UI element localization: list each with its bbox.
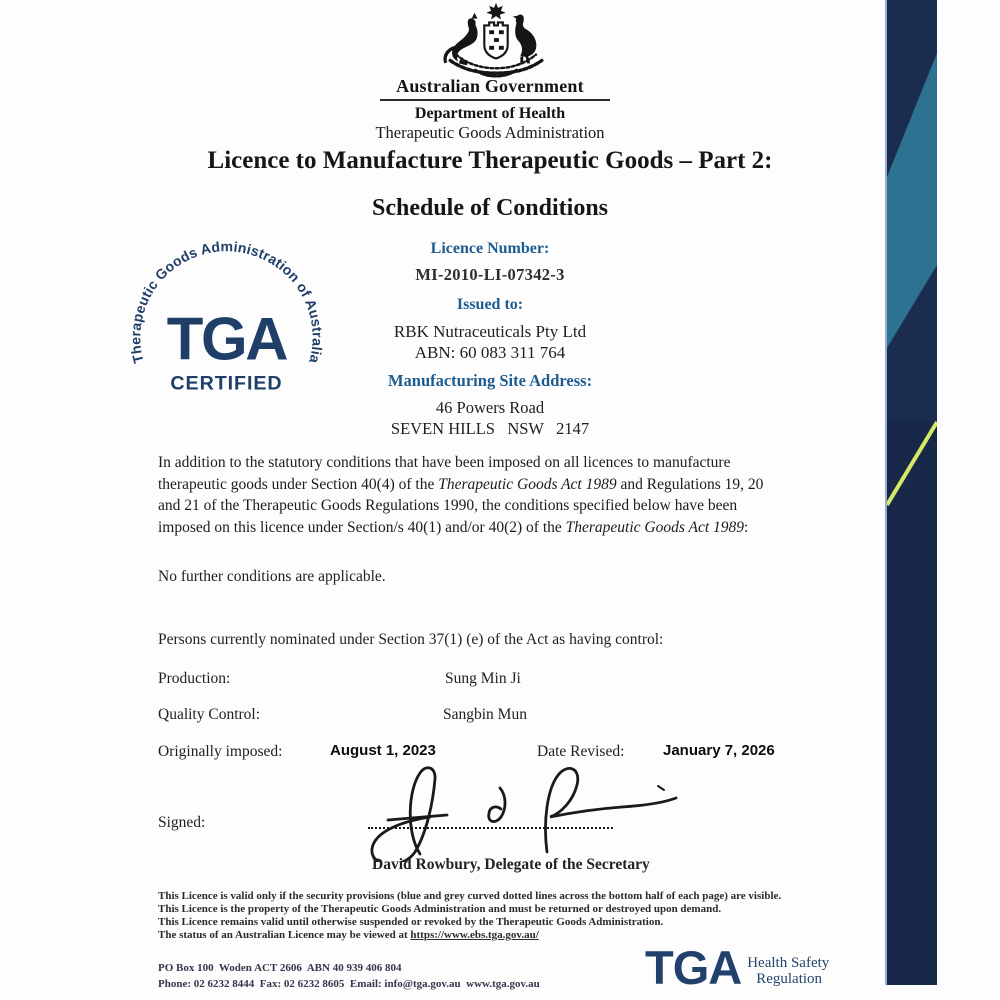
tga-logo-sub-line2: Regulation — [756, 971, 823, 987]
persons-nominated-line: Persons currently nominated under Section 37(1) (e) of the Act as having control: — [158, 631, 664, 648]
site-address-line2: SEVEN HILLS NSW 2147 — [390, 419, 590, 438]
issued-to-name: RBK Nutraceuticals Pty Ltd — [393, 322, 587, 341]
department-line: Department of Health — [414, 105, 566, 122]
tga-footer-logo — [645, 941, 830, 994]
status-url: https://www.ebs.tga.gov.au/ — [410, 929, 539, 941]
issued-to-label: Issued to: — [456, 296, 524, 313]
licence-number-label: Licence Number: — [430, 240, 550, 257]
header-divider — [380, 99, 610, 101]
emu-icon — [515, 15, 536, 57]
fine-print-block — [158, 890, 858, 942]
stamp-tga-text: TGA — [166, 305, 287, 373]
fine-print-line-2: This Licence is the property of the Therapeutic Goods Administration and must be returned or destroyed upon demand. — [158, 903, 722, 915]
signed-label: Signed: — [158, 814, 206, 831]
originally-imposed-value: August 1, 2023 — [330, 742, 436, 759]
tga-certified-stamp — [124, 236, 329, 414]
issued-to-abn: ABN: 60 083 311 764 — [414, 343, 566, 362]
signature-icon — [350, 762, 680, 862]
fine-print-line-4 — [158, 929, 858, 942]
australian-coat-of-arms-icon — [432, 2, 560, 78]
originally-imposed-label: Originally imposed: — [158, 743, 283, 760]
fine-print-line-4-text: The status of an Australian Licence may be viewed at — [158, 929, 411, 941]
site-address-label: Manufacturing Site Address: — [387, 371, 593, 390]
stamp-arc-text: Therapeutic Goods Administration of Australia — [127, 238, 326, 366]
agency-line: Therapeutic Goods Administration — [375, 123, 605, 142]
act-reference-italic: Therapeutic Goods Act 1989 — [565, 518, 745, 536]
act-reference-italic: Therapeutic Goods Act 1989 — [438, 475, 617, 493]
commonwealth-star-icon — [486, 3, 505, 20]
site-address-line1: 46 Powers Road — [435, 398, 545, 417]
paragraph-segment: and Regulations 19, 20 and 21 of the Therapeutic Goods Regulations 1990, the conditions specified below have been imposed on this licence under Section/s 40(1) and/or 40(2) of the — [158, 475, 764, 536]
fine-print-line-3: This Licence remains valid until otherwise suspended or revoked by the Therapeutic Goods Administration. — [158, 916, 664, 928]
signatory-name: David Rowbury, Delegate of the Secretary — [372, 856, 650, 873]
licence-title-line2: Schedule of Conditions — [371, 195, 609, 221]
footer-contact-block — [158, 960, 540, 992]
quality-control-label: Quality Control: — [158, 706, 261, 723]
fine-print-line-1: This Licence is valid only if the security provisions (blue and grey curved dotted lines across the bottom half of each page) are visible. — [158, 890, 782, 902]
conditions-paragraph — [158, 452, 786, 538]
date-revised-label: Date Revised: — [537, 743, 625, 760]
production-label: Production: — [158, 670, 231, 687]
footer-contact: Phone: 02 6232 8444 Fax: 02 6232 8605 Email: info@tga.gov.au www.tga.gov.au — [158, 978, 540, 990]
production-value: Sung Min Ji — [445, 670, 521, 687]
security-band — [885, 0, 939, 985]
footer-address: PO Box 100 Woden ACT 2606 ABN 40 939 406 804 — [158, 962, 402, 974]
licence-number-value: MI-2010-LI-07342-3 — [415, 265, 565, 284]
paragraph-segment: In addition to the statutory conditions that have been imposed on all licences to manufacture therapeutic goods under Section 40(4) of the — [158, 454, 731, 493]
date-revised-value: January 7, 2026 — [663, 742, 775, 759]
no-conditions-text: No further conditions are applicable. — [158, 568, 386, 585]
tga-logo-sub-line1: Health Safety — [747, 955, 830, 971]
licence-title-line1: Licence to Manufacture Therapeutic Goods – Part 2: — [207, 147, 773, 174]
security-band-graphic — [887, 0, 937, 985]
tga-logo-subtext — [747, 955, 829, 987]
quality-control-value: Sangbin Mun — [443, 706, 527, 723]
stamp-certified-text: CERTIFIED — [170, 372, 283, 395]
tga-logo-text: TGA — [645, 941, 742, 994]
paragraph-segment: : — [744, 518, 749, 536]
government-title: Australian Government — [396, 76, 584, 96]
